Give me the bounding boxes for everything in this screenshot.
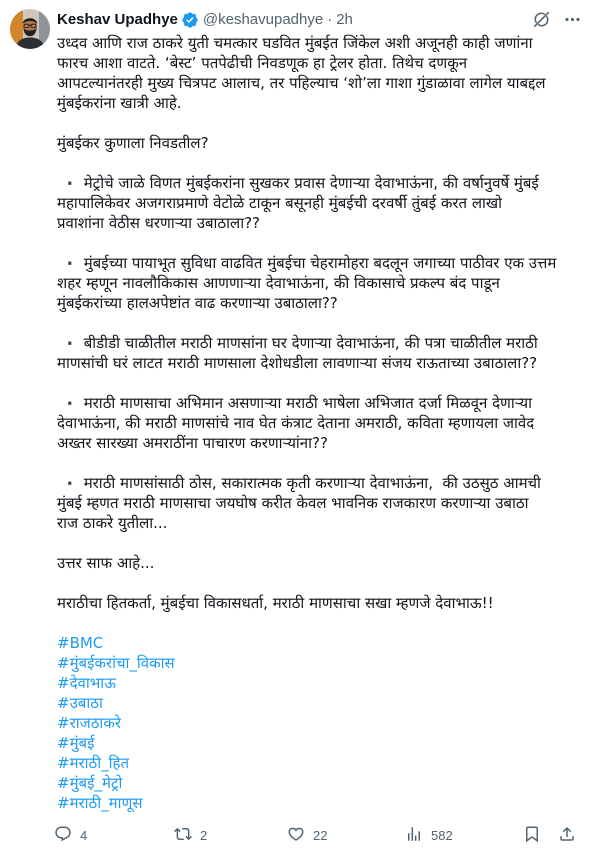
like-icon xyxy=(287,825,305,846)
tweet-text-line: मुंबईकर कुणाला निवडतील? xyxy=(57,134,209,152)
like-count: 22 xyxy=(313,827,328,843)
hashtag-link[interactable]: #देवाभाऊ xyxy=(57,674,116,692)
hashtag-link[interactable]: #BMC xyxy=(57,634,104,652)
views-icon xyxy=(405,825,423,846)
retweet-icon xyxy=(174,825,192,846)
tweet-text-line: मुंबईकरांना खात्री आहे. xyxy=(57,94,182,112)
tweet-text-line: मेट्रोचे जाळे विणत मुंबईकरांना सुखकर प्रवास देणाऱ्या देवाभाऊंना, की वर्षानुवर्षे मुंबई xyxy=(83,174,539,192)
tweet-text-line: राज ठाकरे युतीला... xyxy=(57,514,168,532)
retweet-count: 2 xyxy=(200,827,208,843)
reply-icon xyxy=(54,825,72,846)
hashtag-link[interactable]: #राजठाकरे xyxy=(57,714,121,732)
grok-icon[interactable] xyxy=(532,10,551,29)
tweet-text-line: देवाभाऊंना, की मराठी माणसांचे नाव घेत कंत्राट देताना अमराठी, कविता म्हणायला जावेद xyxy=(57,414,535,432)
tweet-text-line: प्रवाशांना वेठीस धरणाऱ्या उबाठाला?? xyxy=(57,214,260,232)
retweet-button[interactable] xyxy=(174,825,207,845)
hashtag-link[interactable]: #मराठी_माणूस xyxy=(57,794,143,812)
share-button[interactable] xyxy=(558,825,576,845)
tweet-text-line: मराठी माणसांसाठी ठोस, सकारात्मक कृती करणाऱ्या देवाभाऊंना, की उठसुठ आमची xyxy=(83,474,541,492)
bookmark-icon xyxy=(523,825,541,846)
bullet-paragraph xyxy=(57,253,584,313)
tweet-text-line: उत्तर साफ आहे... xyxy=(57,554,155,572)
meta-separator: · xyxy=(327,11,333,28)
bullet-line xyxy=(57,473,584,493)
tweet-text-line: बीडीडी चाळीतील मराठी माणसांना घर देणाऱ्या देवाभाऊंना, की पत्रा चाळीतील मराठी xyxy=(83,334,538,352)
hashtag-link[interactable]: #मुंबई_मेट्रो xyxy=(57,774,123,792)
tweet-text-line: मराठीचा हितकर्ता, मुंबईचा विकासधर्ता, मराठी माणसाचा सखा म्हणजे देवाभाऊ!! xyxy=(57,594,494,612)
bullet-paragraph xyxy=(57,473,584,533)
tweet-text-line: अख्तर सारख्या अमराठींना पाचारण करणाऱ्यांना?? xyxy=(57,434,328,452)
tweet-text-line: आपटल्यानंतरही मुख्य चित्रपट आलाच, तर पहिल्याच ‘शो’ला गाशा गुंडाळावा लागेल याबद्दल xyxy=(57,74,546,92)
views-count: 582 xyxy=(431,827,453,843)
author-handle[interactable]: @keshavupadhye xyxy=(202,11,324,28)
bullet-paragraph xyxy=(57,173,584,233)
tweet-text-line: मराठी माणसाचा अभिमान असणाऱ्या मराठी भाषेला अभिजात दर्जा मिळवून देणाऱ्या xyxy=(83,394,532,412)
hashtag-link[interactable]: #मराठी_हित xyxy=(57,754,130,772)
verified-badge-icon[interactable] xyxy=(181,11,199,29)
tweet-paragraph xyxy=(57,133,584,153)
tweet-text-line: माणसांची घरं लाटत मराठी माणसाला देशोधडीला लावणाऱ्या संजय राऊताच्या उबाठाला?? xyxy=(57,354,538,372)
tweet-text-line: मुंबईच्या पायाभूत सुविधा वाढवित मुंबईचा चेहरामोहरा बदलून जगाच्या पाठीवर एक उत्तम xyxy=(83,254,557,272)
hashtag-link[interactable]: #मुंबई xyxy=(57,734,95,752)
avatar[interactable] xyxy=(10,9,50,49)
bullet-icon: ▪️ xyxy=(63,177,77,190)
tweet-action-bar xyxy=(0,825,591,845)
reply-count: 4 xyxy=(80,827,88,843)
tweet-paragraph xyxy=(57,553,584,573)
tweet-paragraph xyxy=(57,593,584,613)
bookmark-button[interactable] xyxy=(523,825,541,845)
bullet-icon: ▪️ xyxy=(63,257,77,270)
more-icon[interactable] xyxy=(563,10,582,29)
tweet-header xyxy=(57,10,353,30)
tweet-text-line: फारच आशा वाटते. ‘बेस्ट’ पतपेढीची निवडणूक हा ट्रेलर होता. तिथेच दणकून xyxy=(57,54,468,72)
bullet-icon: ▪️ xyxy=(63,397,77,410)
bullet-line xyxy=(57,393,584,413)
hashtag-link[interactable]: #उबाठा xyxy=(57,694,103,712)
reply-button[interactable] xyxy=(54,825,87,845)
post-time[interactable]: 2h xyxy=(336,11,353,28)
tweet-text-line: मुंबई म्हणत मराठी माणसाचा जयघोष करीत केवल भावनिक राजकारण करणाऱ्या उबाठा xyxy=(57,494,529,512)
tweet-paragraph xyxy=(57,33,584,113)
bullet-line xyxy=(57,173,584,193)
bullet-icon: ▪️ xyxy=(63,337,77,350)
views-button[interactable] xyxy=(405,825,453,845)
author-name[interactable]: Keshav Upadhye xyxy=(57,11,178,28)
header-actions xyxy=(532,10,582,29)
tweet-text-line: शहर म्हणून नावलौकिकास आणणाऱ्या देवाभाऊंना, की विकासाचे प्रकल्प बंद पाडून xyxy=(57,274,500,292)
bullet-line xyxy=(57,333,584,353)
like-button[interactable] xyxy=(287,825,327,845)
tweet-text xyxy=(57,33,584,833)
bullet-icon: ▪️ xyxy=(63,477,77,490)
hashtag-list xyxy=(57,633,584,813)
tweet-text-line: महापालिकेवर अजगराप्रमाणे वेटोळे टाकून बसूनही मुंबईची दरवर्षी तुंबई करत लाखो xyxy=(57,194,503,212)
bullet-paragraph xyxy=(57,393,584,453)
bullet-line xyxy=(57,253,584,273)
tweet-text-line: उध्दव आणि राज ठाकरे युती चमत्कार घडवित मुंबईत जिंकेल अशी अजूनही काही जणांना xyxy=(57,34,533,52)
avatar-photo xyxy=(10,9,50,49)
share-icon xyxy=(558,825,576,846)
tweet-text-line: मुंबईकरांच्या हालअपेष्टांत वाढ करणाऱ्या उबाठाला?? xyxy=(57,294,338,312)
author-meta xyxy=(203,10,353,30)
bullet-paragraph xyxy=(57,333,584,373)
hashtag-link[interactable]: #मुंबईकरांचा_विकास xyxy=(57,654,175,672)
